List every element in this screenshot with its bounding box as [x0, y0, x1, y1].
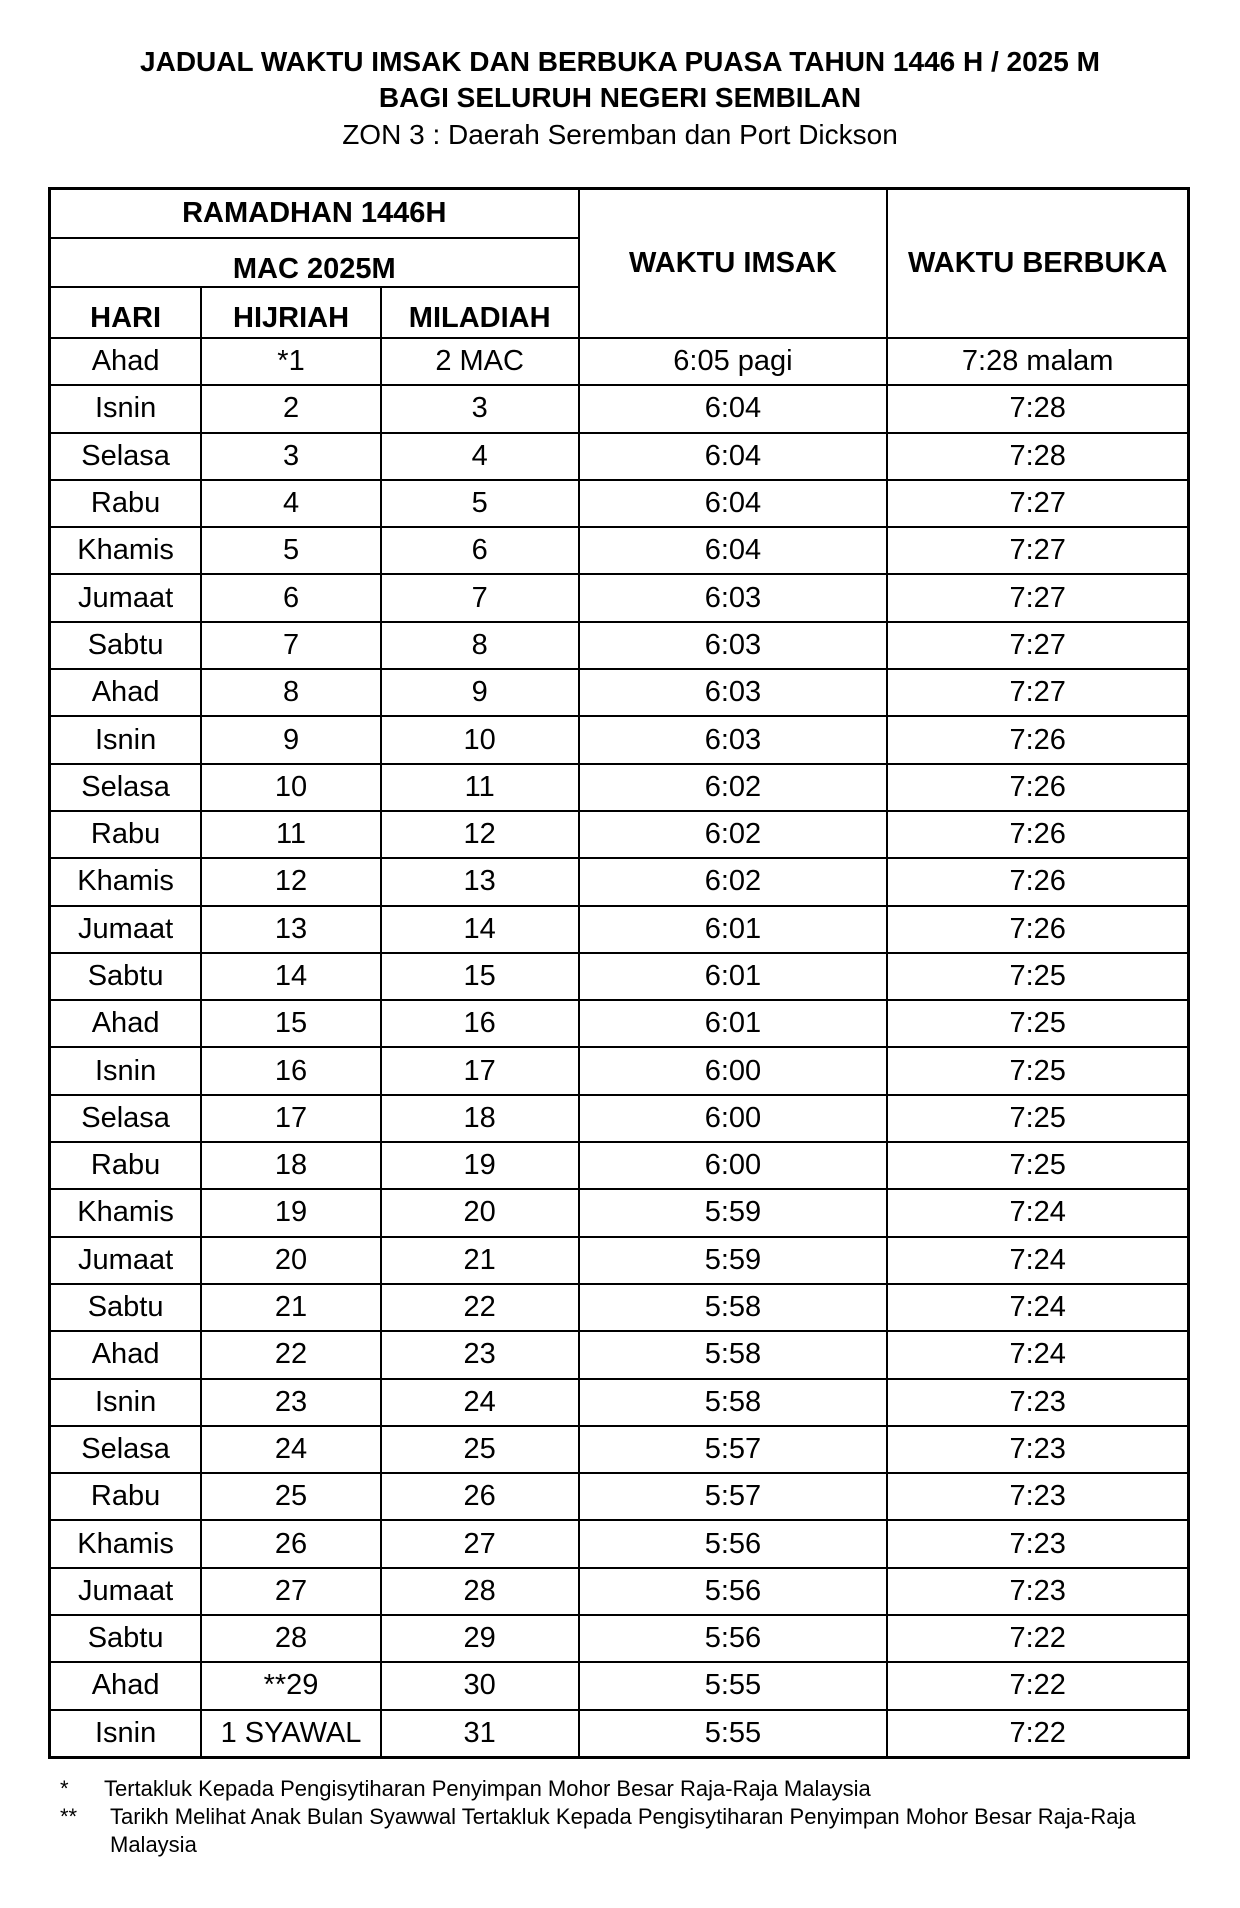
cell-imsak: 5:59: [579, 1237, 888, 1284]
footnote-2: [60, 1803, 1150, 1859]
cell-hari: Rabu: [50, 1142, 202, 1189]
cell-hari: Sabtu: [50, 1284, 202, 1331]
cell-imsak: 5:57: [579, 1473, 888, 1520]
cell-miladiah: 30: [381, 1662, 579, 1709]
cell-miladiah: 14: [381, 906, 579, 953]
cell-berbuka: 7:27: [887, 527, 1188, 574]
cell-miladiah: 17: [381, 1047, 579, 1094]
cell-miladiah: 23: [381, 1331, 579, 1378]
cell-hari: Sabtu: [50, 622, 202, 669]
cell-berbuka: 7:23: [887, 1379, 1188, 1426]
cell-hari: Rabu: [50, 1473, 202, 1520]
cell-hijriah: 15: [201, 1000, 381, 1047]
cell-hari: Khamis: [50, 527, 202, 574]
cell-berbuka: 7:24: [887, 1331, 1188, 1378]
footnotes: [60, 1775, 1150, 1859]
header-ramadhan: RAMADHAN 1446H: [50, 189, 579, 239]
table-row: [50, 1000, 1189, 1047]
cell-hari: Ahad: [50, 1662, 202, 1709]
table-row: [50, 1473, 1189, 1520]
cell-hari: Isnin: [50, 1379, 202, 1426]
cell-hijriah: 14: [201, 953, 381, 1000]
cell-miladiah: 31: [381, 1710, 579, 1758]
cell-miladiah: 18: [381, 1095, 579, 1142]
cell-imsak: 6:00: [579, 1142, 888, 1189]
cell-miladiah: 10: [381, 716, 579, 763]
table-row: [50, 1615, 1189, 1662]
cell-miladiah: 2 MAC: [381, 338, 579, 385]
cell-imsak: 6:03: [579, 622, 888, 669]
cell-imsak: 6:02: [579, 811, 888, 858]
table-row: [50, 1379, 1189, 1426]
footnote-1-mark: *: [60, 1776, 69, 1801]
cell-imsak: 6:05 pagi: [579, 338, 888, 385]
cell-hijriah: 8: [201, 669, 381, 716]
cell-hijriah: 16: [201, 1047, 381, 1094]
cell-hari: Selasa: [50, 1095, 202, 1142]
cell-hijriah: 11: [201, 811, 381, 858]
cell-imsak: 5:57: [579, 1426, 888, 1473]
cell-imsak: 6:04: [579, 527, 888, 574]
table-row: [50, 1710, 1189, 1758]
cell-imsak: 5:58: [579, 1331, 888, 1378]
cell-berbuka: 7:27: [887, 622, 1188, 669]
cell-imsak: 6:01: [579, 953, 888, 1000]
cell-berbuka: 7:27: [887, 574, 1188, 621]
cell-hari: Sabtu: [50, 1615, 202, 1662]
table-row: [50, 1142, 1189, 1189]
cell-miladiah: 11: [381, 764, 579, 811]
cell-berbuka: 7:23: [887, 1426, 1188, 1473]
cell-hari: Khamis: [50, 1189, 202, 1236]
cell-imsak: 6:04: [579, 385, 888, 432]
table-row: [50, 669, 1189, 716]
cell-hari: Ahad: [50, 338, 202, 385]
cell-miladiah: 16: [381, 1000, 579, 1047]
cell-miladiah: 27: [381, 1520, 579, 1567]
cell-hijriah: **29: [201, 1662, 381, 1709]
table-row: [50, 811, 1189, 858]
cell-miladiah: 7: [381, 574, 579, 621]
cell-hari: Isnin: [50, 385, 202, 432]
cell-imsak: 5:55: [579, 1710, 888, 1758]
table-row: [50, 1662, 1189, 1709]
cell-hijriah: 7: [201, 622, 381, 669]
cell-berbuka: 7:23: [887, 1568, 1188, 1615]
cell-berbuka: 7:26: [887, 716, 1188, 763]
cell-hari: Ahad: [50, 1000, 202, 1047]
cell-berbuka: 7:25: [887, 1000, 1188, 1047]
cell-miladiah: 5: [381, 480, 579, 527]
cell-hijriah: 17: [201, 1095, 381, 1142]
cell-hari: Ahad: [50, 1331, 202, 1378]
cell-berbuka: 7:22: [887, 1615, 1188, 1662]
cell-imsak: 5:56: [579, 1615, 888, 1662]
footnote-2-text: Tarikh Melihat Anak Bulan Syawwal Tertakluk Kepada Pengisytiharan Penyimpan Mohor Besar Raja-Raja Malaysia: [110, 1804, 1136, 1857]
header-mac: MAC 2025M: [50, 238, 579, 287]
cell-miladiah: 29: [381, 1615, 579, 1662]
cell-berbuka: 7:25: [887, 1095, 1188, 1142]
cell-imsak: 6:00: [579, 1047, 888, 1094]
table-row: [50, 953, 1189, 1000]
cell-berbuka: 7:28 malam: [887, 338, 1188, 385]
cell-imsak: 5:58: [579, 1379, 888, 1426]
cell-hari: Isnin: [50, 1047, 202, 1094]
cell-imsak: 6:03: [579, 716, 888, 763]
table-row: [50, 716, 1189, 763]
cell-hijriah: 2: [201, 385, 381, 432]
cell-imsak: 6:02: [579, 858, 888, 905]
cell-hijriah: 5: [201, 527, 381, 574]
cell-hari: Selasa: [50, 433, 202, 480]
cell-miladiah: 25: [381, 1426, 579, 1473]
cell-berbuka: 7:24: [887, 1189, 1188, 1236]
cell-berbuka: 7:26: [887, 764, 1188, 811]
table-row: [50, 433, 1189, 480]
document-title-line1: JADUAL WAKTU IMSAK DAN BERBUKA PUASA TAHUN 1446 H / 2025 M: [140, 46, 1100, 77]
cell-imsak: 5:55: [579, 1662, 888, 1709]
cell-imsak: 6:04: [579, 480, 888, 527]
table-row: [50, 622, 1189, 669]
cell-hijriah: 26: [201, 1520, 381, 1567]
cell-imsak: 6:04: [579, 433, 888, 480]
footnote-1: [60, 1775, 1150, 1803]
table-row: [50, 1189, 1189, 1236]
cell-imsak: 6:01: [579, 1000, 888, 1047]
header-miladiah: MILADIAH: [381, 287, 579, 338]
cell-hijriah: 12: [201, 858, 381, 905]
document-header: [0, 44, 1240, 154]
cell-miladiah: 13: [381, 858, 579, 905]
cell-hari: Khamis: [50, 858, 202, 905]
cell-miladiah: 26: [381, 1473, 579, 1520]
cell-miladiah: 12: [381, 811, 579, 858]
cell-hijriah: 19: [201, 1189, 381, 1236]
cell-imsak: 6:01: [579, 906, 888, 953]
cell-hari: Selasa: [50, 1426, 202, 1473]
cell-hijriah: 24: [201, 1426, 381, 1473]
cell-hari: Rabu: [50, 811, 202, 858]
cell-miladiah: 8: [381, 622, 579, 669]
table-row: [50, 1568, 1189, 1615]
cell-hijriah: 20: [201, 1237, 381, 1284]
cell-imsak: 6:03: [579, 669, 888, 716]
table-row: [50, 1237, 1189, 1284]
table-row: [50, 1284, 1189, 1331]
cell-hari: Jumaat: [50, 1237, 202, 1284]
cell-hijriah: 25: [201, 1473, 381, 1520]
cell-miladiah: 6: [381, 527, 579, 574]
cell-imsak: 5:56: [579, 1568, 888, 1615]
cell-berbuka: 7:28: [887, 385, 1188, 432]
table-row: [50, 480, 1189, 527]
cell-imsak: 5:56: [579, 1520, 888, 1567]
cell-berbuka: 7:24: [887, 1284, 1188, 1331]
header-hari: HARI: [50, 287, 202, 338]
cell-berbuka: 7:25: [887, 1047, 1188, 1094]
table-row: [50, 1426, 1189, 1473]
cell-berbuka: 7:24: [887, 1237, 1188, 1284]
cell-hijriah: 28: [201, 1615, 381, 1662]
cell-berbuka: 7:26: [887, 906, 1188, 953]
cell-imsak: 5:59: [579, 1189, 888, 1236]
cell-berbuka: 7:28: [887, 433, 1188, 480]
cell-miladiah: 22: [381, 1284, 579, 1331]
cell-hijriah: 10: [201, 764, 381, 811]
cell-hijriah: 4: [201, 480, 381, 527]
footnote-1-text: Tertakluk Kepada Pengisytiharan Penyimpan Mohor Besar Raja-Raja Malaysia: [104, 1776, 871, 1801]
cell-miladiah: 24: [381, 1379, 579, 1426]
cell-hijriah: *1: [201, 338, 381, 385]
cell-miladiah: 15: [381, 953, 579, 1000]
table-row: [50, 858, 1189, 905]
cell-hijriah: 3: [201, 433, 381, 480]
table-row: [50, 906, 1189, 953]
cell-berbuka: 7:26: [887, 858, 1188, 905]
cell-miladiah: 3: [381, 385, 579, 432]
cell-hari: Rabu: [50, 480, 202, 527]
cell-hijriah: 13: [201, 906, 381, 953]
table-row: [50, 764, 1189, 811]
cell-imsak: 6:02: [579, 764, 888, 811]
cell-hijriah: 18: [201, 1142, 381, 1189]
cell-berbuka: 7:23: [887, 1473, 1188, 1520]
cell-hijriah: 21: [201, 1284, 381, 1331]
cell-miladiah: 21: [381, 1237, 579, 1284]
cell-berbuka: 7:26: [887, 811, 1188, 858]
cell-berbuka: 7:25: [887, 1142, 1188, 1189]
table-row: [50, 1331, 1189, 1378]
cell-miladiah: 19: [381, 1142, 579, 1189]
table-row: [50, 527, 1189, 574]
cell-berbuka: 7:22: [887, 1710, 1188, 1758]
cell-berbuka: 7:22: [887, 1662, 1188, 1709]
cell-hijriah: 23: [201, 1379, 381, 1426]
cell-hari: Jumaat: [50, 906, 202, 953]
table-row: [50, 1095, 1189, 1142]
table-row: [50, 338, 1189, 385]
cell-hari: Ahad: [50, 669, 202, 716]
table-row: [50, 1047, 1189, 1094]
document-title-line2: BAGI SELURUH NEGERI SEMBILAN: [378, 82, 862, 113]
cell-miladiah: 20: [381, 1189, 579, 1236]
table-row: [50, 385, 1189, 432]
footnote-2-mark: **: [60, 1804, 78, 1829]
cell-imsak: 6:00: [579, 1095, 888, 1142]
schedule-table: [48, 187, 1190, 1759]
cell-berbuka: 7:27: [887, 669, 1188, 716]
cell-hari: Sabtu: [50, 953, 202, 1000]
cell-imsak: 5:58: [579, 1284, 888, 1331]
cell-hari: Isnin: [50, 716, 202, 763]
cell-miladiah: 9: [381, 669, 579, 716]
cell-hijriah: 1 SYAWAL: [201, 1710, 381, 1758]
table-row: [50, 574, 1189, 621]
header-waktu-berbuka: WAKTU BERBUKA: [887, 189, 1188, 339]
cell-hari: Isnin: [50, 1710, 202, 1758]
cell-berbuka: 7:23: [887, 1520, 1188, 1567]
cell-hari: Jumaat: [50, 574, 202, 621]
cell-hijriah: 6: [201, 574, 381, 621]
cell-hari: Jumaat: [50, 1568, 202, 1615]
cell-hijriah: 27: [201, 1568, 381, 1615]
cell-miladiah: 4: [381, 433, 579, 480]
header-waktu-imsak: WAKTU IMSAK: [579, 189, 888, 339]
cell-hijriah: 9: [201, 716, 381, 763]
cell-berbuka: 7:25: [887, 953, 1188, 1000]
cell-imsak: 6:03: [579, 574, 888, 621]
cell-berbuka: 7:27: [887, 480, 1188, 527]
zone-subtitle: ZON 3 : Daerah Seremban dan Port Dickson: [342, 119, 898, 150]
cell-hari: Khamis: [50, 1520, 202, 1567]
cell-miladiah: 28: [381, 1568, 579, 1615]
table-row: [50, 1520, 1189, 1567]
header-hijriah: HIJRIAH: [201, 287, 381, 338]
cell-hari: Selasa: [50, 764, 202, 811]
cell-hijriah: 22: [201, 1331, 381, 1378]
